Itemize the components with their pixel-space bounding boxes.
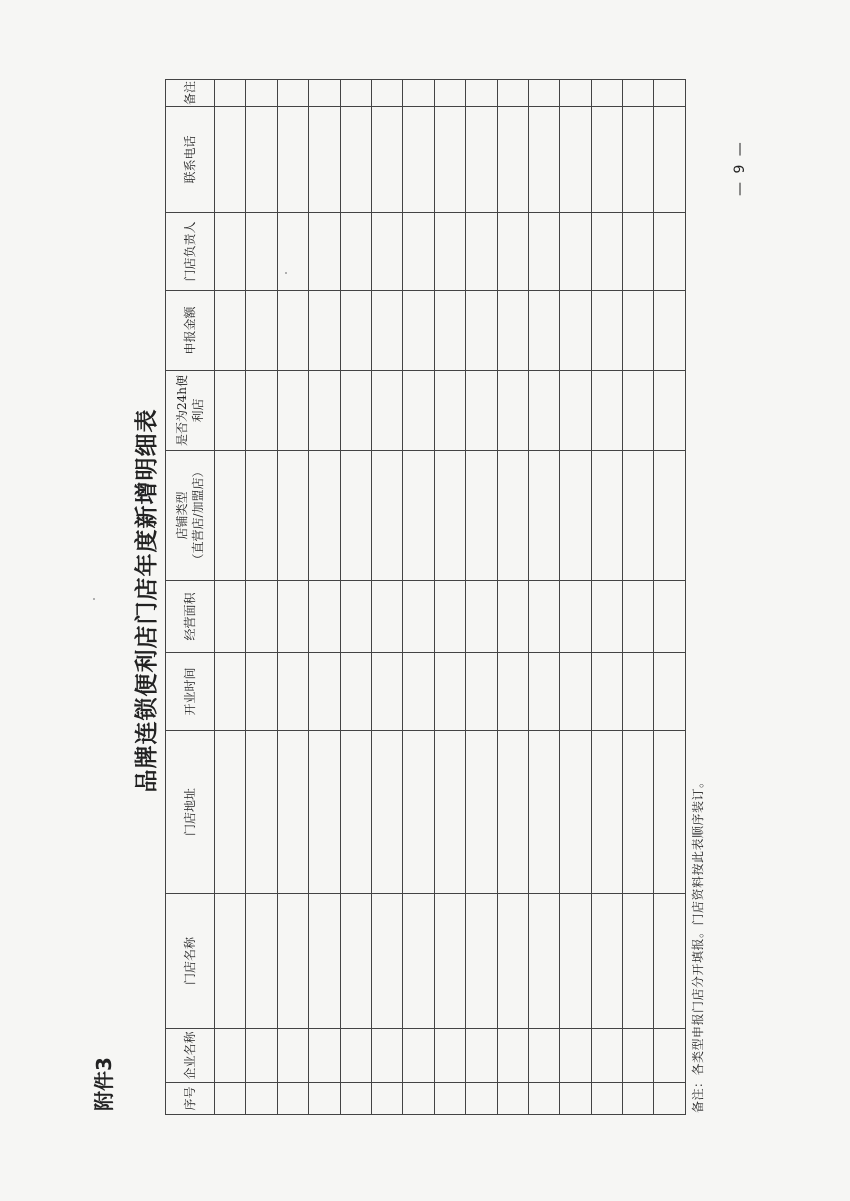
table-cell-area [403,581,434,653]
table-cell-company [340,1029,371,1083]
table-cell-seq [403,1083,434,1115]
table-cell-company [215,1029,246,1083]
table-cell-phone [246,107,277,213]
table-cell-area [246,581,277,653]
table-cell-manager [466,213,497,291]
table-cell-seq [215,1083,246,1115]
table-cell-store_name [560,894,591,1029]
table-cell-store_type [497,451,528,581]
table-row [371,80,402,1115]
table-cell-is_24h [371,371,402,451]
document-title: 品牌连锁便利店门店年度新增明细表 [133,408,160,793]
table-cell-store_type [434,451,465,581]
table-cell-seq [371,1083,402,1115]
table-body [215,80,686,1115]
table-cell-manager [434,213,465,291]
table-cell-is_24h [434,371,465,451]
table-cell-is_24h [654,371,686,451]
table-cell-remarks [497,80,528,107]
table-cell-store_name [434,894,465,1029]
column-header-text: 申报金额 [183,306,197,355]
column-header-text: 是否为24h便 [175,375,189,446]
table-footnote: 备注：各类型申报门店分开填报。门店资料按此表顺序装订。 [691,775,705,1113]
page-number: — 9 — [732,140,748,196]
table-cell-phone [340,107,371,213]
table-cell-store_address [403,731,434,894]
table-cell-is_24h [277,371,308,451]
table-cell-is_24h [623,371,654,451]
table-cell-company [277,1029,308,1083]
table-row [246,80,277,1115]
table-cell-remarks [623,80,654,107]
table-cell-manager [277,213,308,291]
column-header-is_24h [166,371,215,451]
table-cell-company [560,1029,591,1083]
table-cell-manager [654,213,686,291]
table-cell-area [497,581,528,653]
table-cell-manager [591,213,622,291]
table-cell-store_type [623,451,654,581]
table-cell-company [623,1029,654,1083]
table-cell-is_24h [309,371,340,451]
table-cell-store_name [591,894,622,1029]
table-cell-seq [277,1083,308,1115]
table-cell-seq [654,1083,686,1115]
table-cell-manager [371,213,402,291]
table-cell-amount [309,291,340,371]
column-header-area [166,581,215,653]
table-cell-is_24h [246,371,277,451]
table-cell-store_address [623,731,654,894]
table-cell-amount [560,291,591,371]
table-cell-is_24h [466,371,497,451]
table-cell-store_type [560,451,591,581]
table-cell-area [309,581,340,653]
table-cell-company [654,1029,686,1083]
table-cell-store_type [215,451,246,581]
column-header-text: 开业时间 [183,667,197,716]
table-cell-store_address [215,731,246,894]
table-cell-manager [403,213,434,291]
table-cell-remarks [215,80,246,107]
table-cell-store_type [654,451,686,581]
table-cell-is_24h [560,371,591,451]
table-cell-store_address [309,731,340,894]
table-cell-open_time [654,653,686,731]
table-cell-seq [591,1083,622,1115]
table-row [277,80,308,1115]
column-header-store_type [166,451,215,581]
table-row [528,80,559,1115]
table-row [215,80,246,1115]
table-cell-open_time [560,653,591,731]
table-cell-store_name [623,894,654,1029]
column-header-text: 利店 [191,398,205,423]
table-cell-remarks [528,80,559,107]
table-cell-seq [497,1083,528,1115]
column-header-store_address [166,731,215,894]
table-cell-company [528,1029,559,1083]
table-cell-area [654,581,686,653]
table-cell-remarks [340,80,371,107]
table-cell-amount [215,291,246,371]
column-header-open_time [166,653,215,731]
table-cell-manager [497,213,528,291]
table-cell-seq [434,1083,465,1115]
table-cell-store_name [309,894,340,1029]
table-cell-phone [528,107,559,213]
table-cell-amount [466,291,497,371]
store-detail-table [165,79,686,1115]
table-cell-open_time [246,653,277,731]
table-cell-amount [528,291,559,371]
table-cell-phone [560,107,591,213]
table-cell-amount [591,291,622,371]
table-cell-phone [466,107,497,213]
table-cell-open_time [215,653,246,731]
table-cell-phone [309,107,340,213]
table-cell-company [497,1029,528,1083]
table-cell-company [309,1029,340,1083]
column-header-seq [166,1083,215,1115]
table-cell-manager [246,213,277,291]
table-cell-area [528,581,559,653]
table-cell-seq [623,1083,654,1115]
table-cell-store_type [466,451,497,581]
column-header-text: 经营面积 [183,592,197,641]
table-cell-phone [497,107,528,213]
table-cell-phone [623,107,654,213]
table-cell-area [340,581,371,653]
table-cell-is_24h [528,371,559,451]
table-cell-phone [371,107,402,213]
table-cell-store_type [309,451,340,581]
column-header-remarks [166,80,215,107]
table-cell-store_address [560,731,591,894]
table-cell-store_type [528,451,559,581]
table-cell-remarks [654,80,686,107]
table-cell-store_type [371,451,402,581]
table-cell-phone [434,107,465,213]
column-header-amount [166,291,215,371]
table-cell-store_type [403,451,434,581]
table-cell-remarks [371,80,402,107]
table-cell-seq [246,1083,277,1115]
table-cell-store_name [246,894,277,1029]
table-row [591,80,622,1115]
table-cell-store_name [466,894,497,1029]
table-cell-store_address [277,731,308,894]
column-header-text: 店铺类型 [175,491,189,540]
table-cell-company [403,1029,434,1083]
table-row [403,80,434,1115]
table-cell-open_time [466,653,497,731]
table-cell-open_time [528,653,559,731]
table-cell-manager [309,213,340,291]
table-cell-seq [309,1083,340,1115]
table-cell-store_type [277,451,308,581]
table-cell-remarks [309,80,340,107]
table-cell-company [246,1029,277,1083]
table-cell-open_time [497,653,528,731]
table-cell-remarks [560,80,591,107]
table-cell-store_address [246,731,277,894]
table-cell-amount [623,291,654,371]
table-row [309,80,340,1115]
table-cell-seq [528,1083,559,1115]
table-cell-area [591,581,622,653]
table-cell-amount [371,291,402,371]
table-cell-is_24h [340,371,371,451]
table-cell-area [623,581,654,653]
table-cell-store_address [340,731,371,894]
table-cell-store_address [371,731,402,894]
table-cell-store_type [591,451,622,581]
table-cell-manager [560,213,591,291]
table-row [466,80,497,1115]
table-cell-manager [623,213,654,291]
table-cell-remarks [434,80,465,107]
table-cell-seq [340,1083,371,1115]
table-cell-store_address [591,731,622,894]
table-cell-store_name [340,894,371,1029]
table-cell-store_address [528,731,559,894]
attachment-label: 附件3 [92,1057,116,1111]
table-cell-amount [340,291,371,371]
table-cell-phone [403,107,434,213]
table-cell-open_time [403,653,434,731]
table-cell-amount [497,291,528,371]
table-row [623,80,654,1115]
table-cell-remarks [277,80,308,107]
table-cell-store_name [654,894,686,1029]
column-header-store_name [166,894,215,1029]
table-cell-phone [215,107,246,213]
table-cell-store_address [434,731,465,894]
column-header-text: 门店地址 [183,788,197,837]
column-header-text: 序号 [183,1086,197,1111]
table-row [654,80,686,1115]
table-cell-area [466,581,497,653]
table-cell-store_type [246,451,277,581]
table-cell-is_24h [215,371,246,451]
column-header-text: 门店名称 [183,937,197,986]
table-cell-open_time [623,653,654,731]
table-row [434,80,465,1115]
column-header-company [166,1029,215,1083]
table-cell-remarks [466,80,497,107]
column-header-phone [166,107,215,213]
table-cell-amount [403,291,434,371]
column-header-text: 门店负责人 [183,221,197,282]
column-header-text: 企业名称 [183,1031,197,1080]
table-cell-area [560,581,591,653]
table-cell-amount [246,291,277,371]
table-cell-amount [654,291,686,371]
table-cell-store_type [340,451,371,581]
table-cell-store_name [371,894,402,1029]
column-header-text: （直营店/加盟店） [191,465,205,566]
table-cell-area [215,581,246,653]
table-cell-phone [654,107,686,213]
table-cell-manager [215,213,246,291]
table-cell-company [466,1029,497,1083]
table-cell-open_time [434,653,465,731]
table-cell-store_name [528,894,559,1029]
table-cell-open_time [591,653,622,731]
table-cell-manager [340,213,371,291]
column-header-text: 备注 [183,81,197,106]
table-cell-remarks [246,80,277,107]
table-cell-is_24h [497,371,528,451]
table-cell-store_address [654,731,686,894]
table-cell-open_time [277,653,308,731]
table-cell-open_time [309,653,340,731]
table-cell-amount [434,291,465,371]
table-cell-remarks [591,80,622,107]
table-row [497,80,528,1115]
table-row [340,80,371,1115]
table-header [166,80,215,1115]
table-cell-area [371,581,402,653]
table-cell-store_name [277,894,308,1029]
table-cell-company [434,1029,465,1083]
table-cell-open_time [371,653,402,731]
table-cell-area [277,581,308,653]
table-cell-phone [591,107,622,213]
table-cell-store_address [466,731,497,894]
table-cell-seq [466,1083,497,1115]
table-cell-open_time [340,653,371,731]
table-cell-phone [277,107,308,213]
column-header-manager [166,213,215,291]
table-cell-company [371,1029,402,1083]
column-header-text: 联系电话 [183,135,197,184]
table-cell-remarks [403,80,434,107]
table-cell-manager [528,213,559,291]
table-cell-is_24h [403,371,434,451]
header-row [166,80,215,1115]
table-cell-amount [277,291,308,371]
table-cell-is_24h [591,371,622,451]
table-cell-area [434,581,465,653]
table-cell-company [591,1029,622,1083]
table-cell-seq [560,1083,591,1115]
table-cell-store_address [497,731,528,894]
table-cell-store_name [403,894,434,1029]
table-cell-store_name [215,894,246,1029]
table-cell-store_name [497,894,528,1029]
table-row [560,80,591,1115]
